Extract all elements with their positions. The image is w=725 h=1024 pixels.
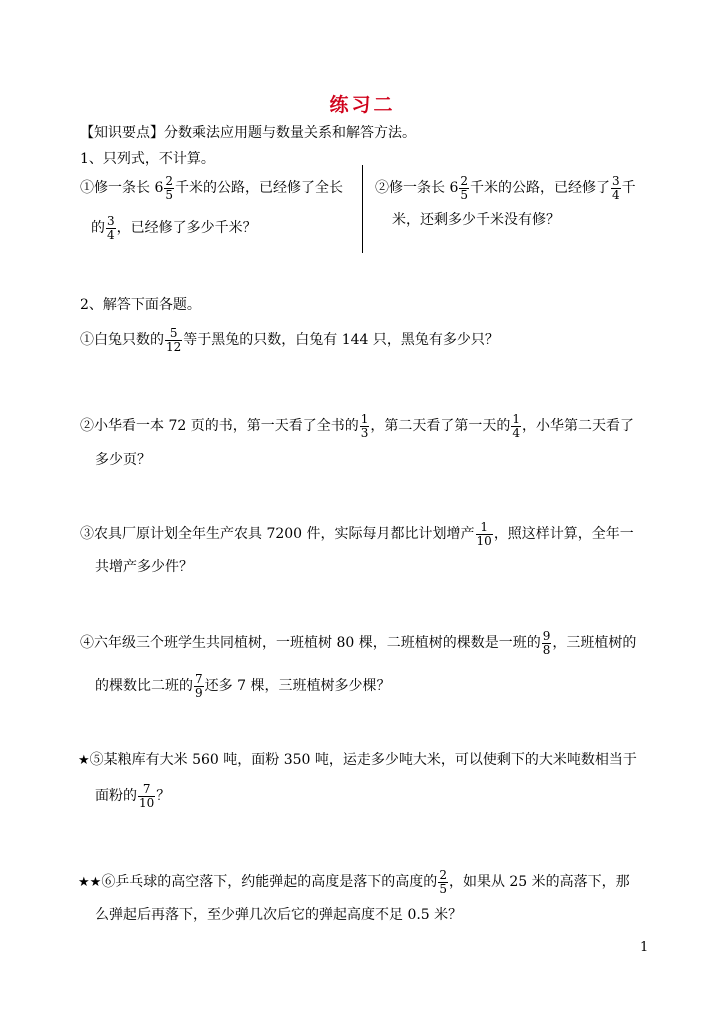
fraction-denominator: 5 xyxy=(165,187,173,202)
s2-q5-text-a: ⑤某粮库有大米 560 吨，面粉 350 吨，运走多少吨大米，可以使剩下的大米吨数相当于 xyxy=(89,752,637,768)
s1-q1-text-d: ，已经修了多少千米？ xyxy=(116,220,257,236)
s2-q5-line2 xyxy=(95,780,170,812)
star-icon: ★ xyxy=(78,753,90,768)
page-title: 练习二 xyxy=(329,94,396,116)
section1-heading: 1、只列式，不计算。 xyxy=(80,151,215,167)
s2-q4-text-b: ，三班植树的 xyxy=(552,635,637,651)
s2-q5-text-c: ？ xyxy=(156,788,171,804)
s2-q6-text-b: ，如果从 25 米的高落下，那 xyxy=(448,874,630,890)
fraction-denominator: 10 xyxy=(476,533,492,548)
s2-q5-text-b: 面粉的 xyxy=(95,788,137,804)
fraction-numerator: 2 xyxy=(460,173,468,188)
s2-q2-text-a: ②小华看一本 72 页的书，第一天看了全书的 xyxy=(80,418,359,434)
s2-q6-line1 xyxy=(78,866,630,899)
s2-q2-text-b: ，第二天看了第一天的 xyxy=(370,418,511,434)
s2-q2-text-c: ，小华第二天看了 xyxy=(522,418,634,434)
fraction-numerator: 3 xyxy=(612,173,620,188)
fraction-denominator: 4 xyxy=(512,425,520,440)
fraction-numerator: 1 xyxy=(360,411,369,426)
fraction xyxy=(164,175,174,202)
s2-q2-line1 xyxy=(80,410,634,442)
s1-q2-text-b: 千米的公路，已经修了 xyxy=(470,180,610,196)
fraction xyxy=(459,175,469,202)
s1-q1-text-a: ①修一条长 6 xyxy=(80,180,164,196)
s1-q1-text-c: 的 xyxy=(91,220,105,236)
fraction-denominator: 8 xyxy=(542,642,551,657)
s2-q6-line2: 么弹起后再落下，至少弹几次后它的弹起高度不足 0.5 米？ xyxy=(95,907,463,923)
fraction-denominator: 9 xyxy=(195,685,203,700)
s2-q3-text-a: ③农具厂原计划全年生产农具 7200 件，实际每月都比计划增产 xyxy=(80,526,475,542)
s2-q1-text-b: 等于黑兔的只数，白兔有 144 只，黑兔有多少只？ xyxy=(183,332,499,348)
fraction-denominator: 5 xyxy=(439,881,447,896)
fraction-denominator: 3 xyxy=(360,425,369,440)
s1-q2-text-a: ②修一条长 6 xyxy=(375,180,459,196)
fraction xyxy=(360,413,370,440)
fraction-numerator: 7 xyxy=(195,671,203,686)
fraction xyxy=(194,673,204,700)
section2-heading: 2、解答下面各题。 xyxy=(80,297,201,313)
s2-q1 xyxy=(80,324,499,356)
s2-q5-line1 xyxy=(78,751,637,770)
s2-q1-text-a: ①白兔只数的 xyxy=(80,332,164,348)
s1-q1-line1 xyxy=(80,172,343,204)
s2-q4-line2 xyxy=(95,670,390,702)
fraction xyxy=(138,783,155,810)
fraction-numerator: 1 xyxy=(480,519,488,534)
s2-q3-text-b: ，照这样计算，全年一 xyxy=(493,526,634,542)
s2-q4-text-d: 还多 7 棵，三班植树多少棵？ xyxy=(204,678,391,694)
fraction xyxy=(106,215,116,242)
s1-q2-line2: 米，还剩多少千米没有修？ xyxy=(392,212,560,228)
fraction-denominator: 4 xyxy=(107,227,115,242)
knowledge-points: 【知识要点】分数乘法应用题与数量关系和解答方法。 xyxy=(80,125,416,141)
s1-q1-line2 xyxy=(91,212,257,244)
star-icon: ★★ xyxy=(78,875,102,890)
s2-q6-text-a: ⑥乒乓球的高空落下，约能弹起的高度是落下的高度的 xyxy=(101,874,438,890)
fraction xyxy=(511,413,521,440)
fraction-numerator: 2 xyxy=(439,867,447,882)
fraction-denominator: 12 xyxy=(166,339,182,354)
column-divider xyxy=(362,165,363,253)
fraction-denominator: 10 xyxy=(139,795,155,810)
fraction xyxy=(611,175,621,202)
s2-q3-line2: 共增产多少件？ xyxy=(95,559,193,575)
fraction-denominator: 5 xyxy=(460,187,468,202)
s2-q2-line2: 多少页？ xyxy=(95,452,151,468)
s1-q2-text-c: 千 xyxy=(621,180,636,196)
fraction-denominator: 4 xyxy=(612,187,620,202)
s1-q1-text-b: 千米的公路，已经修了全长 xyxy=(175,180,343,196)
fraction-numerator: 9 xyxy=(542,628,551,643)
fraction-numerator: 2 xyxy=(165,173,173,188)
fraction-numerator: 7 xyxy=(142,781,151,796)
fraction xyxy=(438,869,448,896)
fraction-numerator: 3 xyxy=(107,213,115,228)
s2-q4-line1 xyxy=(80,627,636,659)
s1-q2-line1 xyxy=(375,172,636,204)
s2-q4-text-a: ④六年级三个班学生共同植树，一班植树 80 棵，二班植树的棵数是一班的 xyxy=(80,635,541,651)
fraction xyxy=(165,327,182,354)
fraction xyxy=(476,521,493,548)
fraction xyxy=(542,630,552,657)
fraction-numerator: 1 xyxy=(512,411,520,426)
page-number: 1 xyxy=(640,940,649,955)
s2-q4-text-c: 的棵数比二班的 xyxy=(95,678,193,694)
s2-q3-line1 xyxy=(80,518,634,550)
fraction-numerator: 5 xyxy=(169,325,178,340)
